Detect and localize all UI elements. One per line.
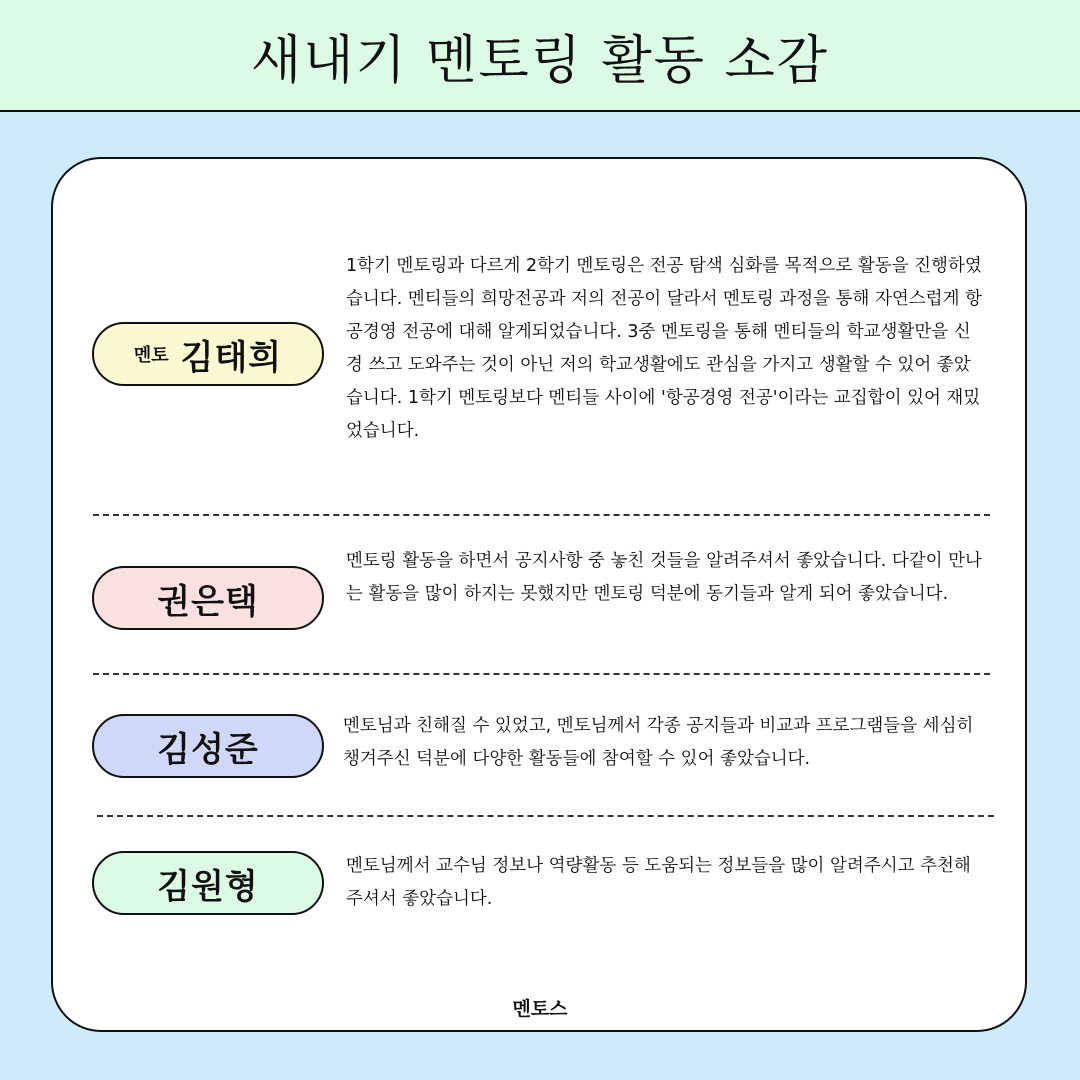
name-badge-mentor (92, 322, 324, 386)
name-badge-mentee (92, 851, 324, 915)
dashed-divider (97, 815, 994, 817)
name-badge-mentee (92, 714, 324, 778)
header-banner (0, 0, 1080, 112)
person-name: 김원형 (157, 866, 259, 907)
person-name: 권은택 (157, 581, 259, 622)
dashed-divider (93, 673, 990, 675)
person-name: 김성준 (157, 729, 259, 770)
name-badge-mentee (92, 566, 324, 630)
footer-label: 멘토스 (512, 998, 568, 1020)
testimonial-text: 1학기 멘토링과 다르게 2학기 멘토링은 전공 탐색 심화를 목적으로 활동을 진행하였습니다. 멘티들의 희망전공과 저의 전공이 달라서 멘토링 과정을 통해 자연스럽게 항공경영 전공에 대해 알게되었습니다. 3중 멘토링을 통해 멘티들의 학교생활만을 신경 쓰고 도와주는 것이 아닌 저의 학교생활에도 관심을 가지고 생활할 수 있어 좋았습니다. 1학기 멘토링보다 멘티들 사이에 '항공경영 전공'이라는 교집합이 있어 재밌었습니다. (346, 256, 982, 441)
page-title: 새내기 멘토링 활동 소감 (251, 30, 829, 91)
testimonial-text: 멘토님께서 교수님 정보나 역량활동 등 도움되는 정보들을 많이 알려주시고 추천해주셔서 좋았습니다. (346, 856, 971, 909)
role-label: 멘토 (133, 345, 169, 366)
testimonial-text: 멘토님과 친해질 수 있었고, 멘토님께서 각종 공지들과 비교과 프로그램들을 세심히 챙겨주신 덕분에 다양한 활동들에 참여할 수 있어 좋았습니다. (343, 716, 974, 769)
testimonial-text: 멘토링 활동을 하면서 공지사항 중 놓친 것들을 알려주셔서 좋았습니다. 다같이 만나는 활동을 많이 하지는 못했지만 멘토링 덕분에 동기들과 알게 되어 좋았습니다. (346, 551, 982, 604)
person-name: 김태희 (180, 337, 283, 378)
dashed-divider (93, 514, 990, 516)
